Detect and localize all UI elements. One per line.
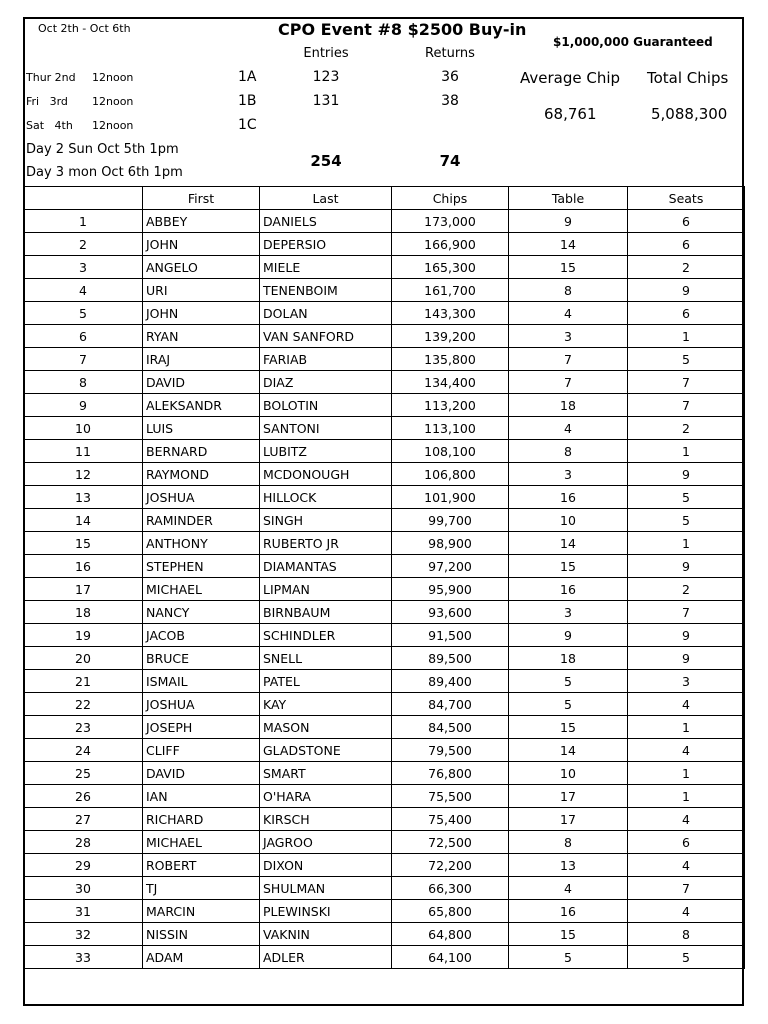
cell-chips: 91,500 [392, 624, 509, 647]
cell-rank: 6 [24, 325, 143, 348]
cell-chips: 143,300 [392, 302, 509, 325]
cell-seat: 1 [628, 716, 745, 739]
cell-rank: 30 [24, 877, 143, 900]
flight-time: 12noon [92, 95, 134, 108]
cell-last-name: SCHINDLER [260, 624, 392, 647]
table-row [24, 532, 745, 555]
cell-seat: 1 [628, 440, 745, 463]
cell-last-name: RUBERTO JR [260, 532, 392, 555]
table-row [24, 877, 745, 900]
cell-last-name: BOLOTIN [260, 394, 392, 417]
cell-table: 14 [509, 233, 628, 256]
cell-chips: 89,400 [392, 670, 509, 693]
cell-first-name: STEPHEN [143, 555, 260, 578]
cell-rank: 28 [24, 831, 143, 854]
cell-seat: 6 [628, 233, 745, 256]
cell-chips: 64,800 [392, 923, 509, 946]
cell-rank: 14 [24, 509, 143, 532]
column-header-rank [24, 187, 143, 210]
cell-first-name: ALEKSANDR [143, 394, 260, 417]
total-returns: 74 [439, 152, 461, 170]
cell-table: 14 [509, 532, 628, 555]
cell-last-name: DEPERSIO [260, 233, 392, 256]
table-row [24, 693, 745, 716]
cell-last-name: MIELE [260, 256, 392, 279]
cell-first-name: ANGELO [143, 256, 260, 279]
flight-returns: 36 [441, 69, 459, 85]
returns-label: Returns [425, 46, 475, 61]
cell-last-name: LUBITZ [260, 440, 392, 463]
cell-first-name: ANTHONY [143, 532, 260, 555]
cell-rank: 7 [24, 348, 143, 371]
column-header-seats: Seats [628, 187, 745, 210]
cell-seat: 5 [628, 348, 745, 371]
cell-first-name: RYAN [143, 325, 260, 348]
cell-first-name: BERNARD [143, 440, 260, 463]
flight-entries: 131 [312, 93, 340, 109]
cell-table: 15 [509, 923, 628, 946]
table-row [24, 463, 745, 486]
average-chip-label: Average Chip [520, 69, 621, 87]
table-row [24, 808, 745, 831]
cell-chips: 66,300 [392, 877, 509, 900]
table-row [24, 325, 745, 348]
cell-seat: 1 [628, 762, 745, 785]
cell-seat: 1 [628, 785, 745, 808]
cell-chips: 165,300 [392, 256, 509, 279]
cell-first-name: MARCIN [143, 900, 260, 923]
cell-chips: 113,100 [392, 417, 509, 440]
cell-rank: 8 [24, 371, 143, 394]
cell-last-name: MASON [260, 716, 392, 739]
table-row [24, 348, 745, 371]
cell-seat: 6 [628, 210, 745, 233]
flight-returns: 38 [441, 93, 459, 109]
cell-chips: 108,100 [392, 440, 509, 463]
table-row [24, 394, 745, 417]
cell-chips: 84,500 [392, 716, 509, 739]
cell-last-name: BIRNBAUM [260, 601, 392, 624]
cell-table: 3 [509, 325, 628, 348]
cell-last-name: SINGH [260, 509, 392, 532]
total-entries: 254 [310, 152, 342, 170]
flight-day: Fri 3rd [26, 95, 68, 108]
table-row [24, 509, 745, 532]
cell-seat: 8 [628, 923, 745, 946]
cell-chips: 101,900 [392, 486, 509, 509]
average-chip-value: 68,761 [544, 105, 597, 123]
cell-chips: 76,800 [392, 762, 509, 785]
table-row [24, 831, 745, 854]
cell-first-name: JOHN [143, 233, 260, 256]
total-chips-value: 5,088,300 [651, 105, 728, 123]
cell-rank: 10 [24, 417, 143, 440]
cell-table: 7 [509, 348, 628, 371]
cell-last-name: VAN SANFORD [260, 325, 392, 348]
cell-chips: 93,600 [392, 601, 509, 624]
cell-rank: 29 [24, 854, 143, 877]
cell-rank: 2 [24, 233, 143, 256]
cell-first-name: ABBEY [143, 210, 260, 233]
cell-first-name: IAN [143, 785, 260, 808]
cell-seat: 7 [628, 371, 745, 394]
cell-last-name: SMART [260, 762, 392, 785]
cell-table: 9 [509, 210, 628, 233]
table-row [24, 739, 745, 762]
table-row [24, 555, 745, 578]
date-range: Oct 2th - Oct 6th [38, 22, 131, 35]
cell-first-name: ISMAIL [143, 670, 260, 693]
column-header-table: Table [509, 187, 628, 210]
cell-last-name: FARIAB [260, 348, 392, 371]
cell-table: 16 [509, 900, 628, 923]
cell-table: 9 [509, 624, 628, 647]
cell-first-name: JOHN [143, 302, 260, 325]
table-row [24, 923, 745, 946]
cell-chips: 72,500 [392, 831, 509, 854]
cell-first-name: BRUCE [143, 647, 260, 670]
cell-chips: 72,200 [392, 854, 509, 877]
table-body [24, 210, 745, 969]
day2-schedule: Day 2 Sun Oct 5th 1pm [26, 142, 179, 157]
cell-table: 3 [509, 601, 628, 624]
table-row [24, 716, 745, 739]
flight-id: 1A [238, 69, 257, 85]
cell-rank: 1 [24, 210, 143, 233]
cell-seat: 6 [628, 302, 745, 325]
table-row [24, 785, 745, 808]
cell-last-name: MCDONOUGH [260, 463, 392, 486]
day3-schedule: Day 3 mon Oct 6th 1pm [26, 165, 183, 180]
cell-chips: 97,200 [392, 555, 509, 578]
cell-table: 10 [509, 762, 628, 785]
cell-table: 4 [509, 302, 628, 325]
cell-chips: 64,100 [392, 946, 509, 969]
cell-rank: 27 [24, 808, 143, 831]
cell-rank: 31 [24, 900, 143, 923]
cell-rank: 23 [24, 716, 143, 739]
table-row [24, 647, 745, 670]
cell-table: 7 [509, 371, 628, 394]
cell-last-name: TENENBOIM [260, 279, 392, 302]
cell-table: 16 [509, 578, 628, 601]
cell-rank: 4 [24, 279, 143, 302]
cell-first-name: DAVID [143, 762, 260, 785]
cell-chips: 134,400 [392, 371, 509, 394]
cell-seat: 1 [628, 532, 745, 555]
flight-id: 1C [238, 117, 257, 133]
cell-last-name: ADLER [260, 946, 392, 969]
cell-seat: 9 [628, 279, 745, 302]
cell-chips: 65,800 [392, 900, 509, 923]
flight-day: Sat 4th [26, 119, 73, 132]
cell-chips: 89,500 [392, 647, 509, 670]
cell-last-name: DIAMANTAS [260, 555, 392, 578]
cell-first-name: ROBERT [143, 854, 260, 877]
chip-count-table [23, 186, 745, 969]
cell-chips: 95,900 [392, 578, 509, 601]
cell-first-name: RAMINDER [143, 509, 260, 532]
cell-rank: 33 [24, 946, 143, 969]
table-row [24, 486, 745, 509]
cell-table: 15 [509, 256, 628, 279]
cell-last-name: LIPMAN [260, 578, 392, 601]
cell-seat: 2 [628, 417, 745, 440]
cell-last-name: KAY [260, 693, 392, 716]
cell-seat: 4 [628, 693, 745, 716]
column-header-last: Last [260, 187, 392, 210]
table-row [24, 900, 745, 923]
cell-first-name: RAYMOND [143, 463, 260, 486]
cell-first-name: ADAM [143, 946, 260, 969]
cell-first-name: JOSEPH [143, 716, 260, 739]
cell-seat: 9 [628, 624, 745, 647]
cell-last-name: PLEWINSKI [260, 900, 392, 923]
table-row [24, 233, 745, 256]
table-row [24, 302, 745, 325]
cell-seat: 1 [628, 325, 745, 348]
table-row [24, 578, 745, 601]
cell-table: 8 [509, 440, 628, 463]
cell-last-name: DIXON [260, 854, 392, 877]
cell-first-name: JOSHUA [143, 693, 260, 716]
table-row [24, 210, 745, 233]
cell-rank: 13 [24, 486, 143, 509]
cell-table: 15 [509, 555, 628, 578]
cell-seat: 7 [628, 877, 745, 900]
cell-last-name: SANTONI [260, 417, 392, 440]
cell-table: 14 [509, 739, 628, 762]
cell-rank: 15 [24, 532, 143, 555]
cell-last-name: DIAZ [260, 371, 392, 394]
cell-seat: 6 [628, 831, 745, 854]
cell-table: 17 [509, 785, 628, 808]
guarantee-text: $1,000,000 Guaranteed [553, 35, 713, 49]
cell-seat: 7 [628, 601, 745, 624]
cell-chips: 113,200 [392, 394, 509, 417]
cell-first-name: TJ [143, 877, 260, 900]
event-title: CPO Event #8 $2500 Buy-in [278, 20, 527, 39]
cell-seat: 9 [628, 463, 745, 486]
cell-last-name: JAGROO [260, 831, 392, 854]
cell-rank: 19 [24, 624, 143, 647]
cell-first-name: MICHAEL [143, 578, 260, 601]
cell-rank: 25 [24, 762, 143, 785]
cell-chips: 75,400 [392, 808, 509, 831]
cell-seat: 7 [628, 394, 745, 417]
cell-table: 17 [509, 808, 628, 831]
cell-seat: 4 [628, 854, 745, 877]
table-row [24, 762, 745, 785]
cell-chips: 84,700 [392, 693, 509, 716]
cell-table: 5 [509, 946, 628, 969]
cell-first-name: CLIFF [143, 739, 260, 762]
cell-seat: 4 [628, 739, 745, 762]
cell-first-name: IRAJ [143, 348, 260, 371]
cell-table: 18 [509, 394, 628, 417]
cell-seat: 5 [628, 509, 745, 532]
column-header-chips: Chips [392, 187, 509, 210]
table-row [24, 440, 745, 463]
cell-last-name: DANIELS [260, 210, 392, 233]
cell-chips: 173,000 [392, 210, 509, 233]
cell-chips: 139,200 [392, 325, 509, 348]
cell-table: 16 [509, 486, 628, 509]
cell-seat: 5 [628, 946, 745, 969]
cell-seat: 5 [628, 486, 745, 509]
table-row [24, 601, 745, 624]
cell-table: 15 [509, 716, 628, 739]
cell-rank: 18 [24, 601, 143, 624]
cell-last-name: O'HARA [260, 785, 392, 808]
cell-first-name: DAVID [143, 371, 260, 394]
cell-seat: 3 [628, 670, 745, 693]
cell-rank: 11 [24, 440, 143, 463]
cell-rank: 16 [24, 555, 143, 578]
cell-table: 5 [509, 693, 628, 716]
cell-seat: 9 [628, 555, 745, 578]
cell-rank: 17 [24, 578, 143, 601]
cell-last-name: SHULMAN [260, 877, 392, 900]
cell-table: 4 [509, 877, 628, 900]
cell-table: 18 [509, 647, 628, 670]
cell-last-name: DOLAN [260, 302, 392, 325]
table-row [24, 854, 745, 877]
cell-last-name: PATEL [260, 670, 392, 693]
cell-rank: 32 [24, 923, 143, 946]
cell-first-name: JOSHUA [143, 486, 260, 509]
cell-table: 5 [509, 670, 628, 693]
flight-id: 1B [238, 93, 257, 109]
flight-time: 12noon [92, 119, 134, 132]
cell-first-name: NISSIN [143, 923, 260, 946]
table-row [24, 417, 745, 440]
cell-table: 3 [509, 463, 628, 486]
table-row [24, 279, 745, 302]
flight-entries: 123 [312, 69, 340, 85]
cell-first-name: RICHARD [143, 808, 260, 831]
cell-table: 13 [509, 854, 628, 877]
cell-rank: 3 [24, 256, 143, 279]
table-row [24, 946, 745, 969]
cell-rank: 5 [24, 302, 143, 325]
cell-seat: 2 [628, 256, 745, 279]
cell-rank: 22 [24, 693, 143, 716]
cell-last-name: VAKNIN [260, 923, 392, 946]
table-row [24, 371, 745, 394]
cell-rank: 9 [24, 394, 143, 417]
cell-rank: 20 [24, 647, 143, 670]
cell-last-name: SNELL [260, 647, 392, 670]
cell-table: 4 [509, 417, 628, 440]
total-chips-label: Total Chips [647, 69, 729, 87]
cell-seat: 4 [628, 808, 745, 831]
cell-chips: 98,900 [392, 532, 509, 555]
table-row [24, 624, 745, 647]
cell-last-name: KIRSCH [260, 808, 392, 831]
cell-first-name: MICHAEL [143, 831, 260, 854]
column-header-first: First [143, 187, 260, 210]
flight-time: 12noon [92, 71, 134, 84]
table-header-row [24, 187, 745, 210]
cell-first-name: JACOB [143, 624, 260, 647]
cell-seat: 9 [628, 647, 745, 670]
cell-rank: 12 [24, 463, 143, 486]
cell-chips: 106,800 [392, 463, 509, 486]
cell-first-name: NANCY [143, 601, 260, 624]
cell-chips: 135,800 [392, 348, 509, 371]
cell-seat: 4 [628, 900, 745, 923]
table-row [24, 670, 745, 693]
cell-chips: 75,500 [392, 785, 509, 808]
cell-first-name: LUIS [143, 417, 260, 440]
cell-chips: 166,900 [392, 233, 509, 256]
cell-table: 8 [509, 831, 628, 854]
cell-last-name: HILLOCK [260, 486, 392, 509]
cell-rank: 21 [24, 670, 143, 693]
cell-rank: 26 [24, 785, 143, 808]
cell-chips: 161,700 [392, 279, 509, 302]
cell-first-name: URI [143, 279, 260, 302]
cell-table: 10 [509, 509, 628, 532]
cell-seat: 2 [628, 578, 745, 601]
cell-table: 8 [509, 279, 628, 302]
cell-chips: 79,500 [392, 739, 509, 762]
cell-last-name: GLADSTONE [260, 739, 392, 762]
cell-chips: 99,700 [392, 509, 509, 532]
cell-rank: 24 [24, 739, 143, 762]
table-row [24, 256, 745, 279]
flight-day: Thur 2nd [26, 71, 76, 84]
entries-label: Entries [303, 46, 349, 61]
